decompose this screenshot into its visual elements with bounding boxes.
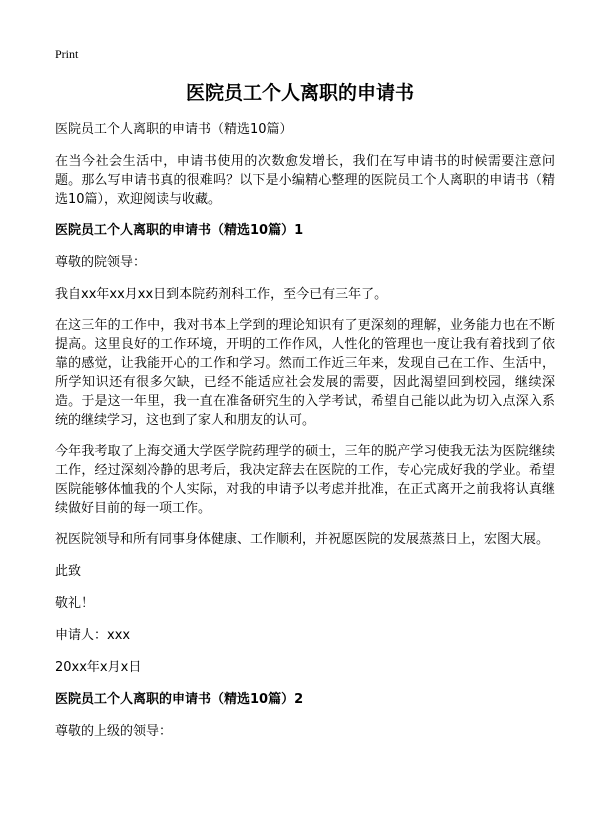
section-heading-2: 医院员工个人离职的申请书（精选10篇）2 <box>55 692 304 707</box>
document-subtitle: 医院员工个人离职的申请书（精选10篇） <box>55 122 293 137</box>
closing-phrase-2: 敬礼！ <box>55 596 95 611</box>
applicant-line: 申请人：xxx <box>55 628 131 643</box>
paragraph-resignation-reason: 今年我考取了上海交通大学医学院药理学的硕士，三年的脱产学习使我无法为医院继续工作，经过深刻冷静的思考后，我决定辞去在医院的工作，专心完成好我的学业。希望医院能够体恤我的个人实际，对我的申请予以考虑并批准，在正式离开之前我将认真继续做好目前的每一项工作。 <box>55 444 555 516</box>
intro-paragraph: 在当今社会生活中，申请书使用的次数愈发增长，我们在写申请书的时候需要注意问题。那么写申请书真的很难吗？以下是小编精心整理的医院员工个人离职的申请书（精选10篇），欢迎阅读与收藏。 <box>55 154 555 207</box>
document-body <box>55 120 555 741</box>
section-heading-1: 医院员工个人离职的申请书（精选10篇）1 <box>55 223 304 238</box>
date-line: 20xx年x月x日 <box>55 660 142 675</box>
closing-phrase-1: 此致 <box>55 564 82 579</box>
document-title: 医院员工个人离职的申请书 <box>185 82 414 104</box>
salutation-2: 尊敬的上级的领导： <box>55 724 173 739</box>
paragraph-start-date: 我自xx年xx月xx日到本院药剂科工作，至今已有三年了。 <box>55 287 388 302</box>
print-label: Print <box>55 47 79 61</box>
paragraph-experience: 在这三年的工作中，我对书本上学到的理论知识有了更深刻的理解，业务能力也在不断提高。这里良好的工作环境，开明的工作作风，人性化的管理也一度让我有着找到了依靠的感觉，让我能开心的工作和学习。然而工作近三年来，发现自己在工作、生活中，所学知识还有很多欠缺，已经不能适应社会发展的需要，因此渴望回到校园，继续深造。于是这一年里，我一直在准备研究生的入学考试，希望自己能以此为切入点深入系统的继续学习，这也到了家人和朋友的认可。 <box>55 318 555 428</box>
paragraph-wishes: 祝医院领导和所有同事身体健康、工作顺利，并祝愿医院的发展蒸蒸日上，宏图大展。 <box>55 532 550 547</box>
salutation-1: 尊敬的院领导： <box>55 255 147 270</box>
